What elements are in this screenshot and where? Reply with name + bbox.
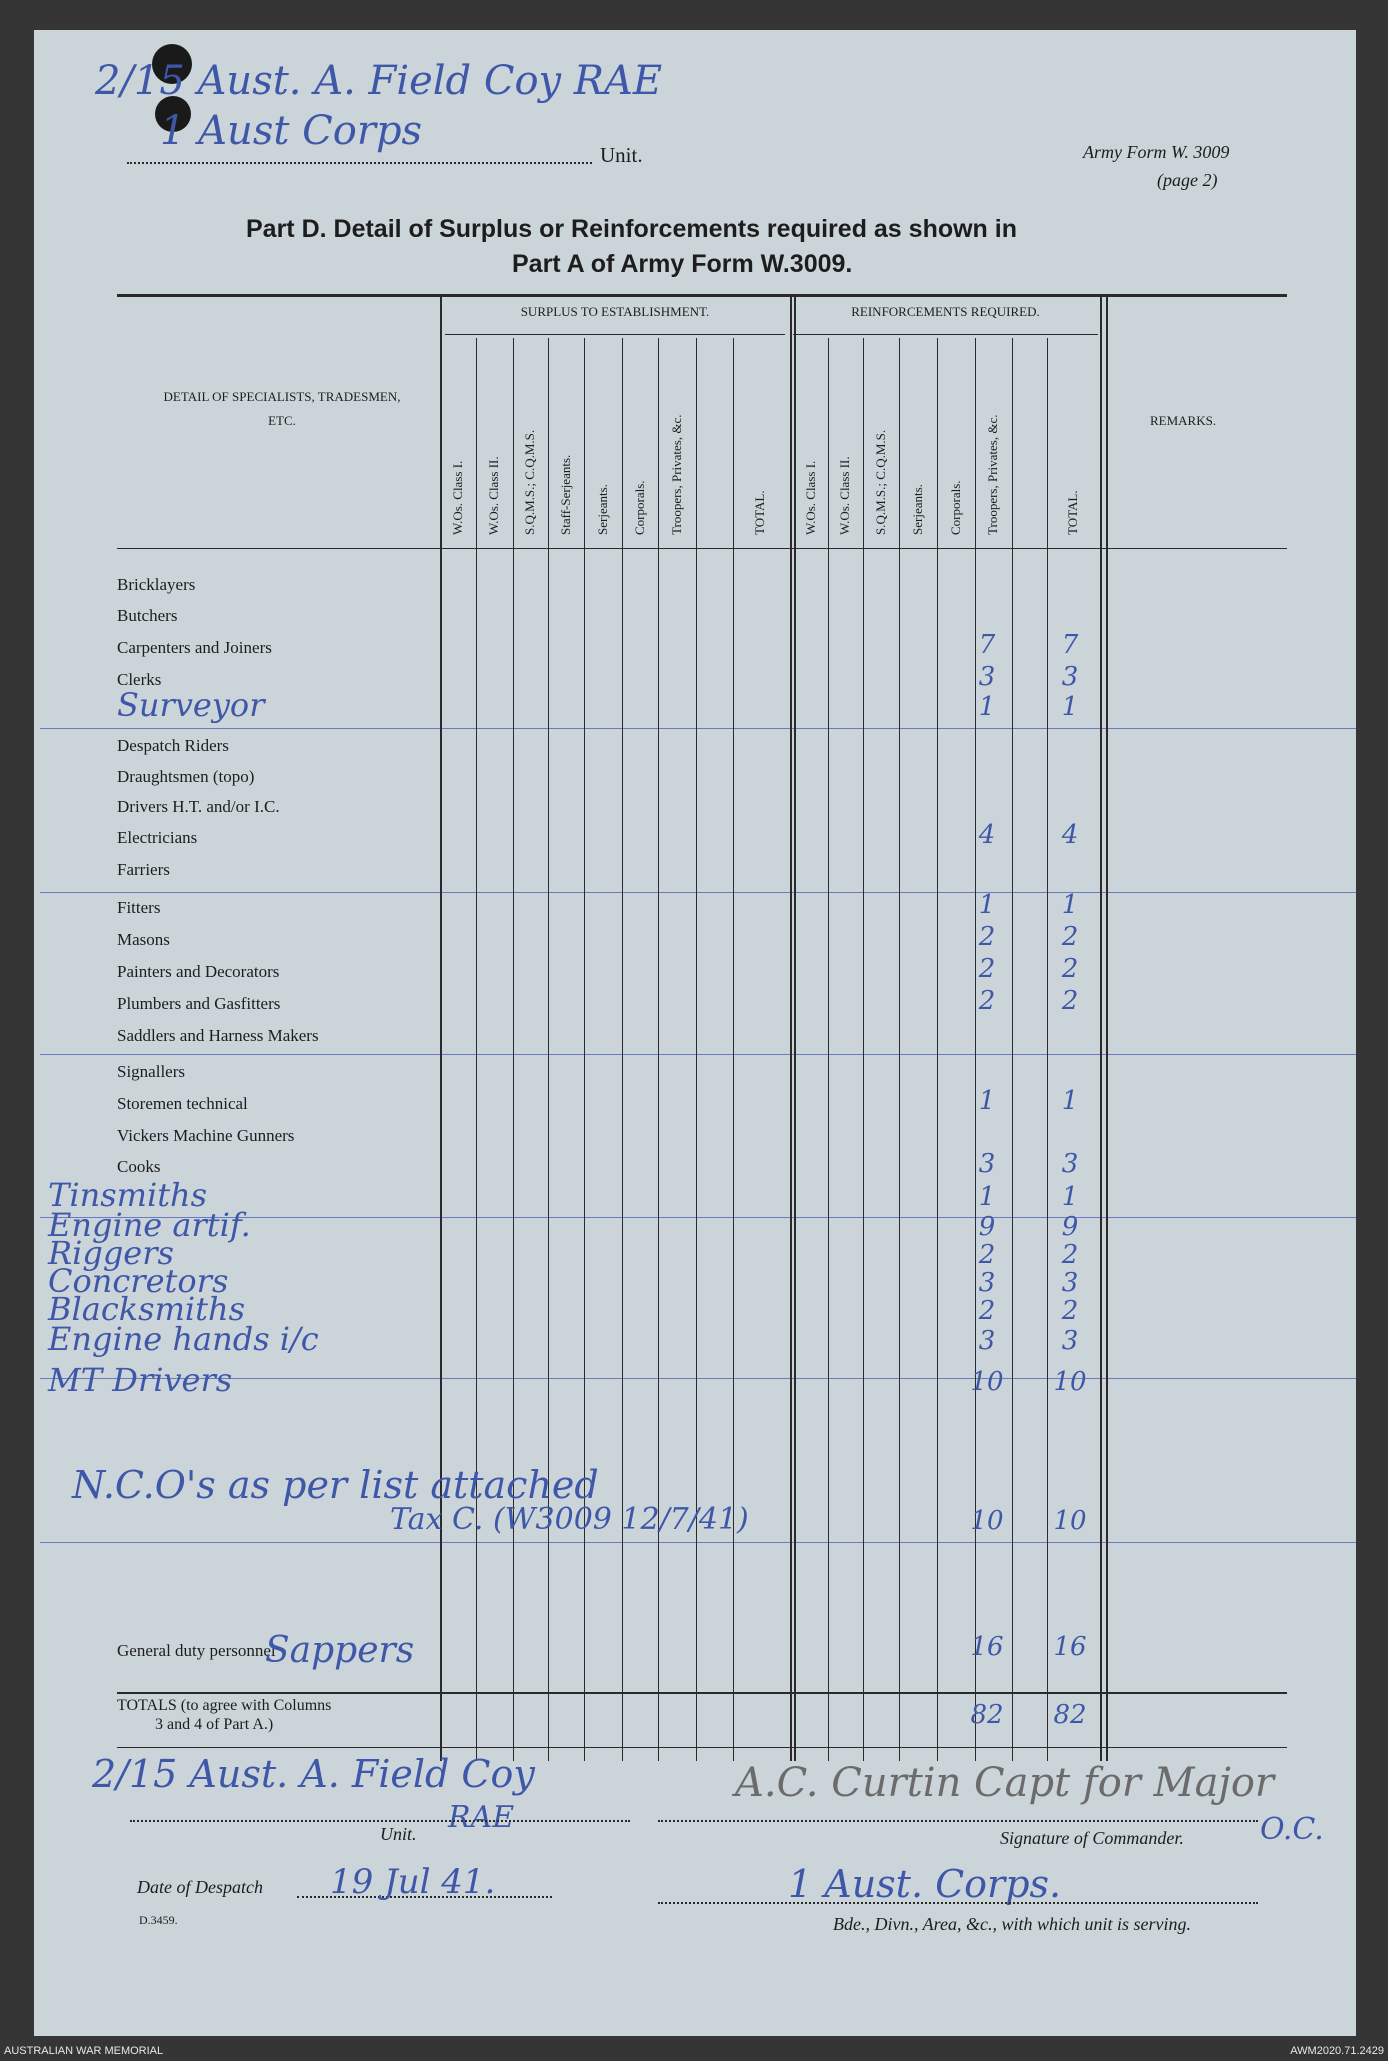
form-page: (page 2) xyxy=(1157,170,1218,190)
surplus-col-header: Serjeants. xyxy=(595,484,610,535)
table-top-rule xyxy=(117,294,1287,297)
blue-rule xyxy=(40,892,1356,893)
row-troopers: 1 xyxy=(978,692,996,722)
reinf-col-header: W.Os. Class II. xyxy=(837,456,852,535)
title-line2: Part A of Army Form W.3009. xyxy=(512,250,853,278)
row-total: 3 xyxy=(1061,1268,1079,1298)
surplus-group-header: SURPLUS TO ESTABLISHMENT. xyxy=(520,304,710,319)
column-rule xyxy=(1012,338,1013,1761)
row-total: 10 xyxy=(1053,1367,1087,1397)
column-rule xyxy=(863,338,864,1761)
row-total: 3 xyxy=(1061,1326,1079,1356)
row-label: Engine artif. xyxy=(48,1206,251,1244)
title-line1: Part D. Detail of Surplus or Reinforcements required as shown in xyxy=(246,215,1017,243)
row-total: 3 xyxy=(1061,662,1079,692)
signature-suffix: O.C. xyxy=(1260,1812,1324,1847)
date-value: 19 Jul 41. xyxy=(330,1862,496,1902)
reinf-col-header: Troopers, Privates, &c. xyxy=(985,414,1000,535)
row-total: 2 xyxy=(1061,954,1079,984)
row-troopers: 1 xyxy=(978,1182,996,1212)
signature-label: Signature of Commander. xyxy=(1000,1828,1184,1848)
row-total: 2 xyxy=(1061,1296,1079,1326)
row-label: Painters and Decorators xyxy=(117,962,280,981)
reinf-group-header: REINFORCEMENTS REQUIRED. xyxy=(851,304,1040,319)
surplus-col-header: Staff-Serjeants. xyxy=(558,454,573,535)
nco-total: 10 xyxy=(1053,1506,1087,1536)
handwritten-corps-top: 1 Aust Corps xyxy=(160,108,423,154)
row-troopers: 1 xyxy=(978,1086,996,1116)
row-troopers: 9 xyxy=(978,1212,996,1242)
form-code: D.3459. xyxy=(139,1913,178,1927)
header-bottom-rule xyxy=(117,548,1287,549)
row-label: Saddlers and Harness Makers xyxy=(117,1026,319,1045)
column-rule xyxy=(476,338,477,1761)
column-rule xyxy=(794,296,796,1761)
column-rule xyxy=(1100,296,1102,1761)
blue-rule xyxy=(40,1378,1356,1379)
row-troopers: 7 xyxy=(978,630,996,660)
row-label: Fitters xyxy=(117,898,161,917)
row-troopers: 2 xyxy=(978,1240,996,1270)
totals-troopers: 82 xyxy=(970,1700,1004,1730)
column-rule xyxy=(975,338,976,1761)
row-label: Concretors xyxy=(48,1262,229,1300)
unit-line xyxy=(127,162,592,164)
column-rule xyxy=(584,338,585,1761)
totals-bottom-rule xyxy=(117,1747,1287,1748)
row-label: Electricians xyxy=(117,828,198,847)
column-rule xyxy=(937,338,938,1761)
reinf-group-rule xyxy=(793,334,1098,335)
reinf-col-header: TOTAL. xyxy=(1065,490,1080,535)
row-total: 7 xyxy=(1061,630,1079,660)
row-troopers: 3 xyxy=(978,662,996,692)
reinf-col-header: S.Q.M.S.; C.Q.M.S. xyxy=(873,429,888,535)
row-total: 4 xyxy=(1061,820,1079,850)
row-label: Masons xyxy=(117,930,170,949)
reinf-col-header: Corporals. xyxy=(948,480,963,535)
formation-label: Bde., Divn., Area, &c., with which unit is serving. xyxy=(833,1914,1191,1934)
row-troopers: 3 xyxy=(978,1326,996,1356)
row-total: 1 xyxy=(1061,1086,1079,1116)
row-label: Cooks xyxy=(117,1157,161,1176)
row-troopers: 2 xyxy=(978,922,996,952)
column-rule xyxy=(622,338,623,1761)
column-rule xyxy=(1047,338,1048,1761)
row-total: 1 xyxy=(1061,692,1079,722)
row-troopers: 4 xyxy=(978,820,996,850)
row-label: Clerks xyxy=(117,670,162,689)
surplus-col-header: Corporals. xyxy=(632,480,647,535)
handwritten-unit-top: 2/15 Aust. A. Field Coy RAE xyxy=(95,58,663,104)
row-label: Draughtsmen (topo) xyxy=(117,767,255,786)
row-total: 2 xyxy=(1061,986,1079,1016)
remarks-header: REMARKS. xyxy=(1150,413,1217,428)
row-label: Despatch Riders xyxy=(117,736,229,755)
column-rule xyxy=(548,338,549,1761)
blue-rule xyxy=(40,1542,1356,1543)
row-troopers: 2 xyxy=(978,954,996,984)
row-label: Carpenters and Joiners xyxy=(117,638,272,657)
row-label: Surveyor xyxy=(117,686,265,724)
row-total: 2 xyxy=(1061,922,1079,952)
row-total: 9 xyxy=(1061,1212,1079,1242)
row-label: Blacksmiths xyxy=(48,1290,246,1328)
bottom-unit-label: Unit. xyxy=(380,1824,417,1844)
row-troopers: 10 xyxy=(970,1367,1004,1397)
row-label: Signallers xyxy=(117,1062,185,1081)
general-duty-total: 16 xyxy=(1053,1632,1087,1662)
row-label: Butchers xyxy=(117,606,178,625)
surplus-col-header: S.Q.M.S.; C.Q.M.S. xyxy=(522,429,537,535)
column-rule xyxy=(696,338,697,1761)
bottom-unit-handwritten-rae: RAE xyxy=(448,1800,515,1835)
totals-label-line2: 3 and 4 of Part A.) xyxy=(155,1716,274,1733)
row-label: Riggers xyxy=(48,1234,174,1272)
detail-col-header: DETAIL OF SPECIALISTS, TRADESMEN, ETC. xyxy=(163,389,401,428)
row-total: 1 xyxy=(1061,890,1079,920)
totals-label-line1: TOTALS (to agree with Columns xyxy=(117,1697,332,1714)
column-rule xyxy=(733,338,734,1761)
surplus-col-header: Troopers, Privates, &c. xyxy=(669,414,684,535)
row-label: Drivers H.T. and/or I.C. xyxy=(117,797,280,816)
totals-top-rule xyxy=(117,1692,1287,1694)
row-label: Plumbers and Gasfitters xyxy=(117,994,281,1013)
signature-line xyxy=(658,1820,1258,1822)
row-label: Engine hands i/c xyxy=(48,1320,319,1358)
row-troopers: 1 xyxy=(978,890,996,920)
totals-total: 82 xyxy=(1053,1700,1087,1730)
form-ref: Army Form W. 3009 xyxy=(1083,142,1230,162)
column-rule xyxy=(899,338,900,1761)
row-label: Bricklayers xyxy=(117,575,196,594)
sappers-note: Sappers xyxy=(265,1630,415,1671)
row-label: Tinsmiths xyxy=(48,1176,208,1214)
column-rule xyxy=(1106,296,1108,1761)
general-duty-troopers: 16 xyxy=(970,1632,1004,1662)
column-rule xyxy=(828,338,829,1761)
footer-accession-number: AWM2020.71.2429 xyxy=(1290,2045,1384,2057)
row-total: 3 xyxy=(1061,1149,1079,1179)
reinf-col-header: Serjeants. xyxy=(910,484,925,535)
column-rule xyxy=(513,338,514,1761)
nco-note-line1: N.C.O's as per list attached xyxy=(72,1463,599,1507)
row-troopers: 2 xyxy=(978,1296,996,1326)
row-troopers: 3 xyxy=(978,1149,996,1179)
unit-label: Unit. xyxy=(600,143,643,167)
row-troopers: 2 xyxy=(978,986,996,1016)
row-total: 1 xyxy=(1061,1182,1079,1212)
surplus-col-header: TOTAL. xyxy=(752,490,767,535)
date-label: Date of Despatch xyxy=(137,1877,263,1897)
formation-line xyxy=(658,1902,1258,1904)
blue-rule xyxy=(40,728,1356,729)
general-duty-label: General duty personnel xyxy=(117,1641,276,1660)
row-label: MT Drivers xyxy=(48,1361,233,1399)
blue-rule xyxy=(40,1054,1356,1055)
bottom-unit-line xyxy=(130,1820,630,1822)
row-label: Vickers Machine Gunners xyxy=(117,1126,295,1145)
nco-troopers: 10 xyxy=(970,1506,1004,1536)
row-label: Storemen technical xyxy=(117,1094,248,1113)
surplus-group-rule xyxy=(445,334,785,335)
row-troopers: 3 xyxy=(978,1268,996,1298)
column-rule xyxy=(790,296,792,1761)
row-label: Farriers xyxy=(117,860,170,879)
bottom-unit-handwritten: 2/15 Aust. A. Field Coy xyxy=(92,1752,535,1796)
column-rule xyxy=(658,338,659,1761)
nco-note-line2: Tax C. (W3009 12/7/41) xyxy=(390,1502,749,1537)
surplus-col-header: W.Os. Class I. xyxy=(450,460,465,535)
column-rule xyxy=(440,296,442,1761)
surplus-col-header: W.Os. Class II. xyxy=(486,456,501,535)
row-total: 2 xyxy=(1061,1240,1079,1270)
signature-handwritten: A.C. Curtin Capt for Major xyxy=(735,1760,1275,1806)
footer-archive-name: AUSTRALIAN WAR MEMORIAL xyxy=(4,2045,164,2057)
formation-handwritten: 1 Aust. Corps. xyxy=(788,1862,1062,1906)
reinf-col-header: W.Os. Class I. xyxy=(803,460,818,535)
